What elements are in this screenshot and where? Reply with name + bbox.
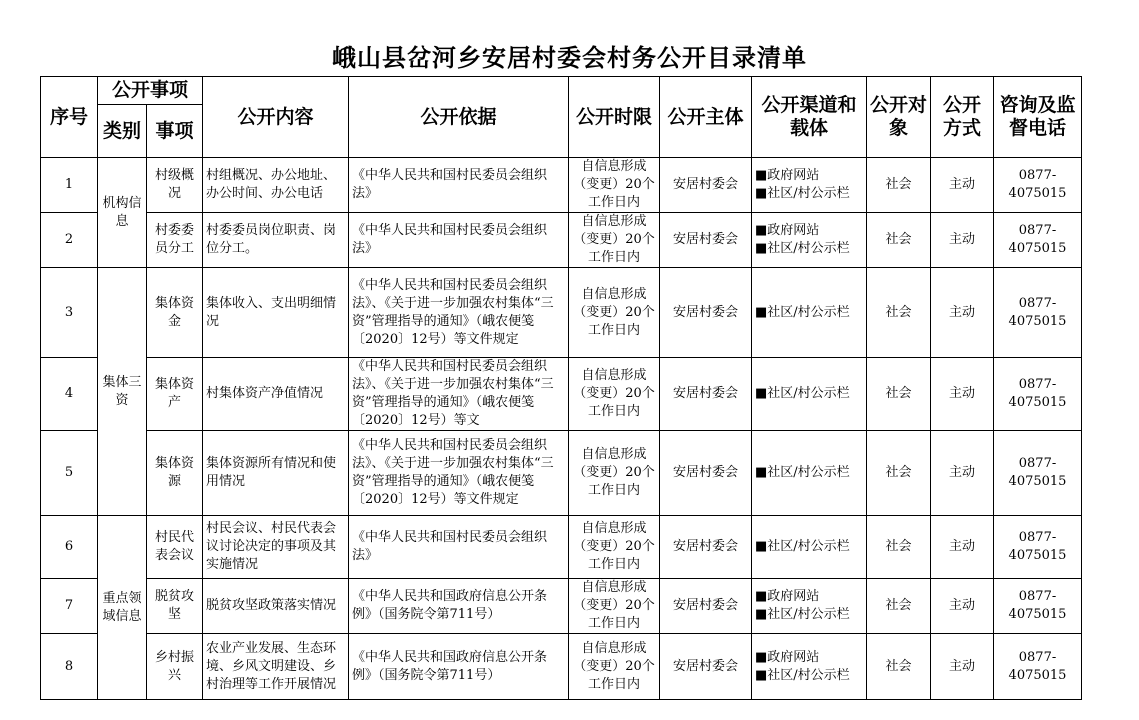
header-channel: 公开渠道和载体 [752, 77, 867, 158]
contact-cell: 0877-4075015 [994, 213, 1082, 268]
time-limit-cell: 自信息形成（变更）20个工作日内 [569, 213, 660, 268]
subject-cell: 安居村委会 [660, 158, 752, 213]
method-cell: 主动 [931, 579, 994, 634]
basis-cell: 《中华人民共和国村民委员会组织法》、《关于进一步加强农村集体“三资”管理指导的通知》（峨农便笺〔2020〕12号）等文件规定 [349, 268, 569, 358]
contact-cell: 0877-4075015 [994, 268, 1082, 358]
content-cell: 村集体资产净值情况 [203, 358, 349, 431]
basis-cell: 《中华人民共和国政府信息公开条例》（国务院令第711号） [349, 579, 569, 634]
header-item: 事项 [147, 105, 203, 158]
channel-cell: ■社区/村公示栏 [752, 268, 867, 358]
header-item-group: 公开事项 [98, 77, 203, 105]
content-cell: 集体资源所有情况和使用情况 [203, 431, 349, 516]
item-cell: 集体资产 [147, 358, 203, 431]
header-content: 公开内容 [203, 77, 349, 158]
method-cell: 主动 [931, 213, 994, 268]
subject-cell: 安居村委会 [660, 358, 752, 431]
contact-cell: 0877-4075015 [994, 431, 1082, 516]
header-seq: 序号 [41, 77, 98, 158]
header-contact: 咨询及监督电话 [994, 77, 1082, 158]
category-cell: 重点领域信息 [98, 516, 147, 700]
table-body [41, 158, 1082, 700]
table-row [41, 431, 1082, 516]
directory-table [40, 76, 1082, 700]
item-cell: 集体资源 [147, 431, 203, 516]
contact-cell: 0877-4075015 [994, 516, 1082, 579]
basis-cell: 《中华人民共和国村民委员会组织法》、《关于进一步加强农村集体“三资”管理指导的通知》（峨农便笺〔2020〕12号）等文件规定 [349, 431, 569, 516]
subject-cell: 安居村委会 [660, 213, 752, 268]
time-limit-cell: 自信息形成（变更）20个工作日内 [569, 358, 660, 431]
time-limit-cell: 自信息形成（变更）20个工作日内 [569, 268, 660, 358]
item-cell: 脱贫攻坚 [147, 579, 203, 634]
subject-cell: 安居村委会 [660, 431, 752, 516]
basis-cell: 《中华人民共和国村民委员会组织法》、《关于进一步加强农村集体“三资”管理指导的通知》（峨农便笺〔2020〕12号）等文 [349, 358, 569, 431]
content-cell: 村民会议、村民代表会议讨论决定的事项及其实施情况 [203, 516, 349, 579]
subject-cell: 安居村委会 [660, 268, 752, 358]
subject-cell: 安居村委会 [660, 634, 752, 700]
item-cell: 村级概况 [147, 158, 203, 213]
method-cell: 主动 [931, 158, 994, 213]
content-cell: 农业产业发展、生态环境、乡风文明建设、乡村治理等工作开展情况 [203, 634, 349, 700]
target-cell: 社会 [867, 158, 931, 213]
content-cell: 村委委员岗位职责、岗位分工。 [203, 213, 349, 268]
basis-cell: 《中华人民共和国政府信息公开条例》（国务院令第711号） [349, 634, 569, 700]
item-cell: 集体资金 [147, 268, 203, 358]
time-limit-cell: 自信息形成（变更）20个工作日内 [569, 579, 660, 634]
header-method: 公开方式 [931, 77, 994, 158]
target-cell: 社会 [867, 579, 931, 634]
time-limit-cell: 自信息形成（变更）20个工作日内 [569, 158, 660, 213]
channel-cell: ■社区/村公示栏 [752, 431, 867, 516]
basis-cell: 《中华人民共和国村民委员会组织法》 [349, 213, 569, 268]
method-cell: 主动 [931, 634, 994, 700]
seq-cell: 8 [41, 634, 98, 700]
time-limit-cell: 自信息形成（变更）20个工作日内 [569, 516, 660, 579]
target-cell: 社会 [867, 268, 931, 358]
table-row [41, 634, 1082, 700]
seq-cell: 4 [41, 358, 98, 431]
method-cell: 主动 [931, 516, 994, 579]
header-basis: 公开依据 [349, 77, 569, 158]
method-cell: 主动 [931, 431, 994, 516]
header-target: 公开对象 [867, 77, 931, 158]
table-row [41, 579, 1082, 634]
channel-cell: ■政府网站 ■社区/村公示栏 [752, 158, 867, 213]
contact-cell: 0877-4075015 [994, 158, 1082, 213]
method-cell: 主动 [931, 268, 994, 358]
item-cell: 村民代表会议 [147, 516, 203, 579]
target-cell: 社会 [867, 431, 931, 516]
channel-cell: ■政府网站 ■社区/村公示栏 [752, 579, 867, 634]
category-cell: 机构信息 [98, 158, 147, 268]
seq-cell: 7 [41, 579, 98, 634]
content-cell: 集体收入、支出明细情况 [203, 268, 349, 358]
content-cell: 村组概况、办公地址、办公时间、办公电话 [203, 158, 349, 213]
seq-cell: 3 [41, 268, 98, 358]
seq-cell: 2 [41, 213, 98, 268]
subject-cell: 安居村委会 [660, 516, 752, 579]
table-row [41, 268, 1082, 358]
channel-cell: ■政府网站 ■社区/村公示栏 [752, 634, 867, 700]
contact-cell: 0877-4075015 [994, 579, 1082, 634]
target-cell: 社会 [867, 516, 931, 579]
table-row [41, 358, 1082, 431]
basis-cell: 《中华人民共和国村民委员会组织法》 [349, 158, 569, 213]
item-cell: 村委委员分工 [147, 213, 203, 268]
item-cell: 乡村振兴 [147, 634, 203, 700]
page-title: 峨山县岔河乡安居村委会村务公开目录清单 [332, 44, 807, 72]
basis-cell: 《中华人民共和国村民委员会组织法》 [349, 516, 569, 579]
channel-cell: ■社区/村公示栏 [752, 358, 867, 431]
target-cell: 社会 [867, 358, 931, 431]
table-header [41, 77, 1082, 158]
subject-cell: 安居村委会 [660, 579, 752, 634]
header-subject: 公开主体 [660, 77, 752, 158]
header-time-limit: 公开时限 [569, 77, 660, 158]
category-cell: 集体三资 [98, 268, 147, 516]
table-row [41, 213, 1082, 268]
contact-cell: 0877-4075015 [994, 634, 1082, 700]
header-category: 类别 [98, 105, 147, 158]
seq-cell: 5 [41, 431, 98, 516]
target-cell: 社会 [867, 213, 931, 268]
method-cell: 主动 [931, 358, 994, 431]
table-row [41, 158, 1082, 213]
seq-cell: 1 [41, 158, 98, 213]
channel-cell: ■政府网站 ■社区/村公示栏 [752, 213, 867, 268]
contact-cell: 0877-4075015 [994, 358, 1082, 431]
seq-cell: 6 [41, 516, 98, 579]
content-cell: 脱贫攻坚政策落实情况 [203, 579, 349, 634]
channel-cell: ■社区/村公示栏 [752, 516, 867, 579]
time-limit-cell: 自信息形成（变更）20个工作日内 [569, 431, 660, 516]
target-cell: 社会 [867, 634, 931, 700]
time-limit-cell: 自信息形成（变更）20个工作日内 [569, 634, 660, 700]
table-row [41, 516, 1082, 579]
